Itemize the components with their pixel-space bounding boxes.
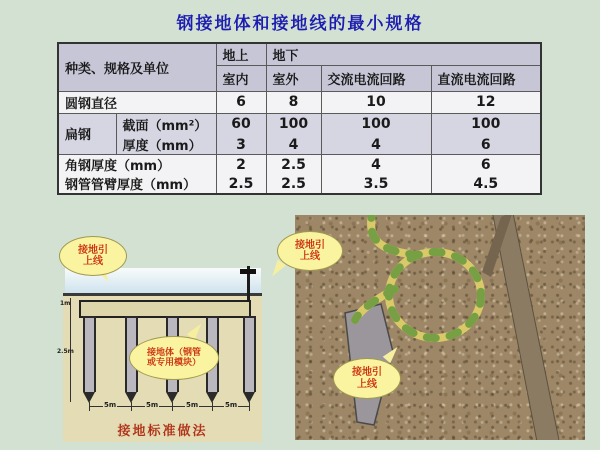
wood-stick — [491, 215, 561, 440]
dimension-tick — [89, 402, 90, 411]
dimension-tick — [172, 402, 173, 411]
table-cell: 2 — [216, 155, 266, 175]
table-cell: 10 — [321, 91, 431, 113]
table-cell: 4.5 — [431, 174, 541, 194]
table-row — [58, 135, 541, 155]
table-cell: 60 — [216, 113, 266, 135]
callout-lead-wire — [59, 236, 127, 276]
spacing-label: 5m — [104, 400, 117, 409]
table-cell: 2.5 — [266, 174, 321, 194]
callout-electrode — [129, 336, 219, 380]
burial-depth-label: 1m — [60, 300, 71, 307]
header-below-ground: 地下 — [266, 43, 541, 65]
spacing-label: 5m — [225, 400, 238, 409]
spacing-label: 5m — [186, 400, 199, 409]
table-cell: 2.5 — [216, 174, 266, 194]
table-cell: 4 — [266, 135, 321, 155]
header-above-ground: 地上 — [216, 43, 266, 65]
table-cell: 6 — [216, 91, 266, 113]
riser-clamp — [240, 269, 256, 274]
callout-lead-wire-photo — [333, 358, 401, 399]
table-cell: 100 — [321, 113, 431, 135]
callout-lead-wire-right — [277, 231, 343, 271]
row-label: 钢管管臂厚度（mm） — [58, 174, 216, 194]
header-dc-circuit: 直流电流回路 — [431, 65, 541, 91]
callout-text: 接地引上线 — [352, 367, 382, 390]
table-cell: 100 — [431, 113, 541, 135]
ground-rod — [243, 316, 256, 392]
table-row — [58, 113, 541, 135]
table-cell: 8 — [266, 91, 321, 113]
horizontal-conductor — [79, 300, 251, 318]
callout-text: 接地引上线 — [78, 244, 108, 267]
table-cell: 3.5 — [321, 174, 431, 194]
diagram-caption: 接地标准做法 — [117, 424, 208, 439]
table-cell: 6 — [431, 155, 541, 175]
table-row — [58, 174, 541, 194]
ground-rod — [83, 316, 96, 392]
callout-text: 接地体（钢管或专用模块） — [146, 347, 201, 368]
spacing-label: 5m — [146, 400, 159, 409]
dimension-tick — [249, 402, 250, 411]
table-row — [58, 155, 541, 175]
table-row — [58, 91, 541, 113]
callout-text: 接地引上线 — [295, 239, 325, 262]
table-cell: 3 — [216, 135, 266, 155]
page-title: 钢接地体和接地线的最小规格 — [176, 14, 424, 34]
row-label: 圆钢直径 — [58, 91, 216, 113]
row-sublabel: 厚度（mm） — [116, 135, 216, 155]
row-label: 角钢厚度（mm） — [58, 155, 216, 175]
rod-length-label: 2.5m — [57, 348, 74, 355]
row-label: 扁钢 — [58, 113, 116, 155]
header-category: 种类、规格及单位 — [58, 43, 216, 91]
table-cell: 6 — [431, 135, 541, 155]
header-outdoor: 室外 — [266, 65, 321, 91]
header-ac-circuit: 交流电流回路 — [321, 65, 431, 91]
table-cell: 12 — [431, 91, 541, 113]
row-sublabel: 截面（mm²） — [116, 113, 216, 135]
table-cell: 2.5 — [266, 155, 321, 175]
spec-table — [57, 42, 542, 195]
grounding-diagram — [47, 208, 287, 448]
dimension-tick — [131, 402, 132, 411]
table-cell: 4 — [321, 135, 431, 155]
table-cell: 4 — [321, 155, 431, 175]
table-cell: 100 — [266, 113, 321, 135]
dimension-tick — [212, 402, 213, 411]
header-indoor: 室内 — [216, 65, 266, 91]
